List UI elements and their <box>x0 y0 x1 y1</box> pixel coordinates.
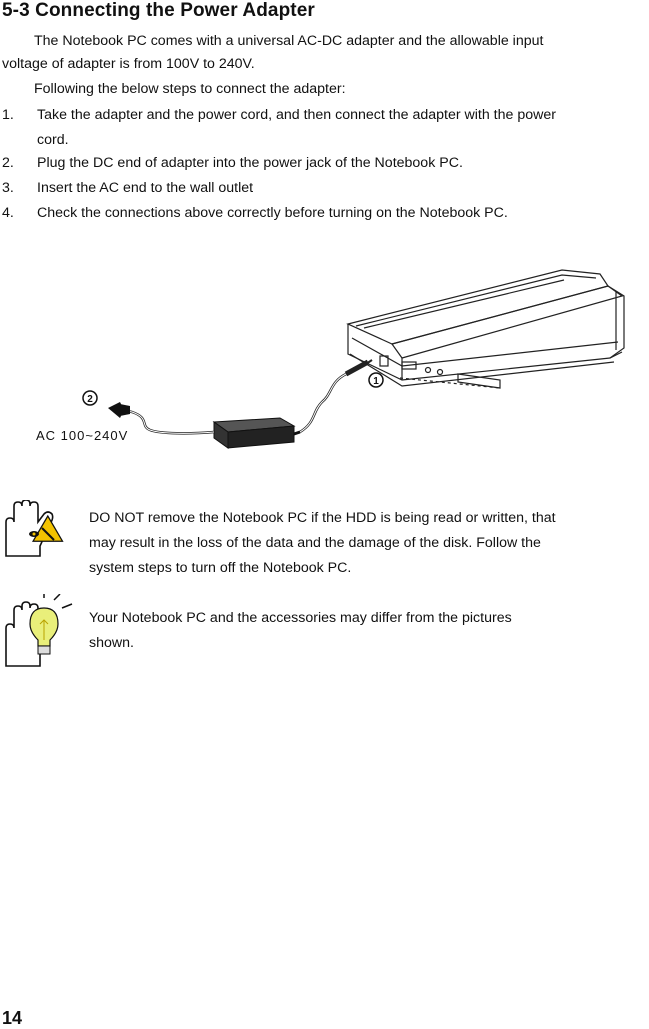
dc-cable <box>300 374 346 432</box>
step-3-text: Insert the AC end to the wall outlet <box>37 180 254 196</box>
step-1-number: 1. <box>2 107 14 123</box>
intro-line-2: voltage of adapter is from 100V to 240V. <box>2 56 255 72</box>
callout-2 <box>83 391 97 405</box>
adapter-connection-illustration <box>30 262 630 452</box>
warning-line-3: system steps to turn off the Notebook PC. <box>89 560 352 576</box>
tip-line-1: Your Notebook PC and the accessories may differ from the pictures <box>89 610 512 626</box>
callout-1 <box>369 373 383 387</box>
hand-lightbulb-icon <box>0 594 78 670</box>
tip-line-2: shown. <box>89 635 134 651</box>
svg-text:1: 1 <box>373 376 379 387</box>
step-1-text: Take the adapter and the power cord, and then connect the adapter with the power <box>37 107 556 123</box>
ac-voltage-label: AC 100~240V <box>36 428 129 443</box>
hand-warning-icon <box>0 500 78 558</box>
ac-plug-icon <box>108 402 130 418</box>
step-1-text-cont: cord. <box>37 132 69 148</box>
warning-line-1: DO NOT remove the Notebook PC if the HDD is being read or written, that <box>89 510 556 526</box>
intro-line-1: The Notebook PC comes with a universal AC-DC adapter and the allowable input <box>34 33 544 49</box>
adapter-brick <box>214 418 300 448</box>
svg-text:2: 2 <box>87 394 93 405</box>
step-3-number: 3. <box>2 180 14 196</box>
step-2-number: 2. <box>2 155 14 171</box>
dc-plug <box>346 360 372 374</box>
step-2-text: Plug the DC end of adapter into the power jack of the Notebook PC. <box>37 155 463 171</box>
intro-line-3: Following the below steps to connect the adapter: <box>34 81 346 97</box>
step-4-text: Check the connections above correctly before turning on the Notebook PC. <box>37 205 508 221</box>
warning-line-2: may result in the loss of the data and the damage of the disk. Follow the <box>89 535 541 551</box>
page-number: 14 <box>2 1008 23 1028</box>
notebook-drawing <box>348 270 624 388</box>
section-heading: 5-3 Connecting the Power Adapter <box>2 0 315 21</box>
step-4-number: 4. <box>2 205 14 221</box>
